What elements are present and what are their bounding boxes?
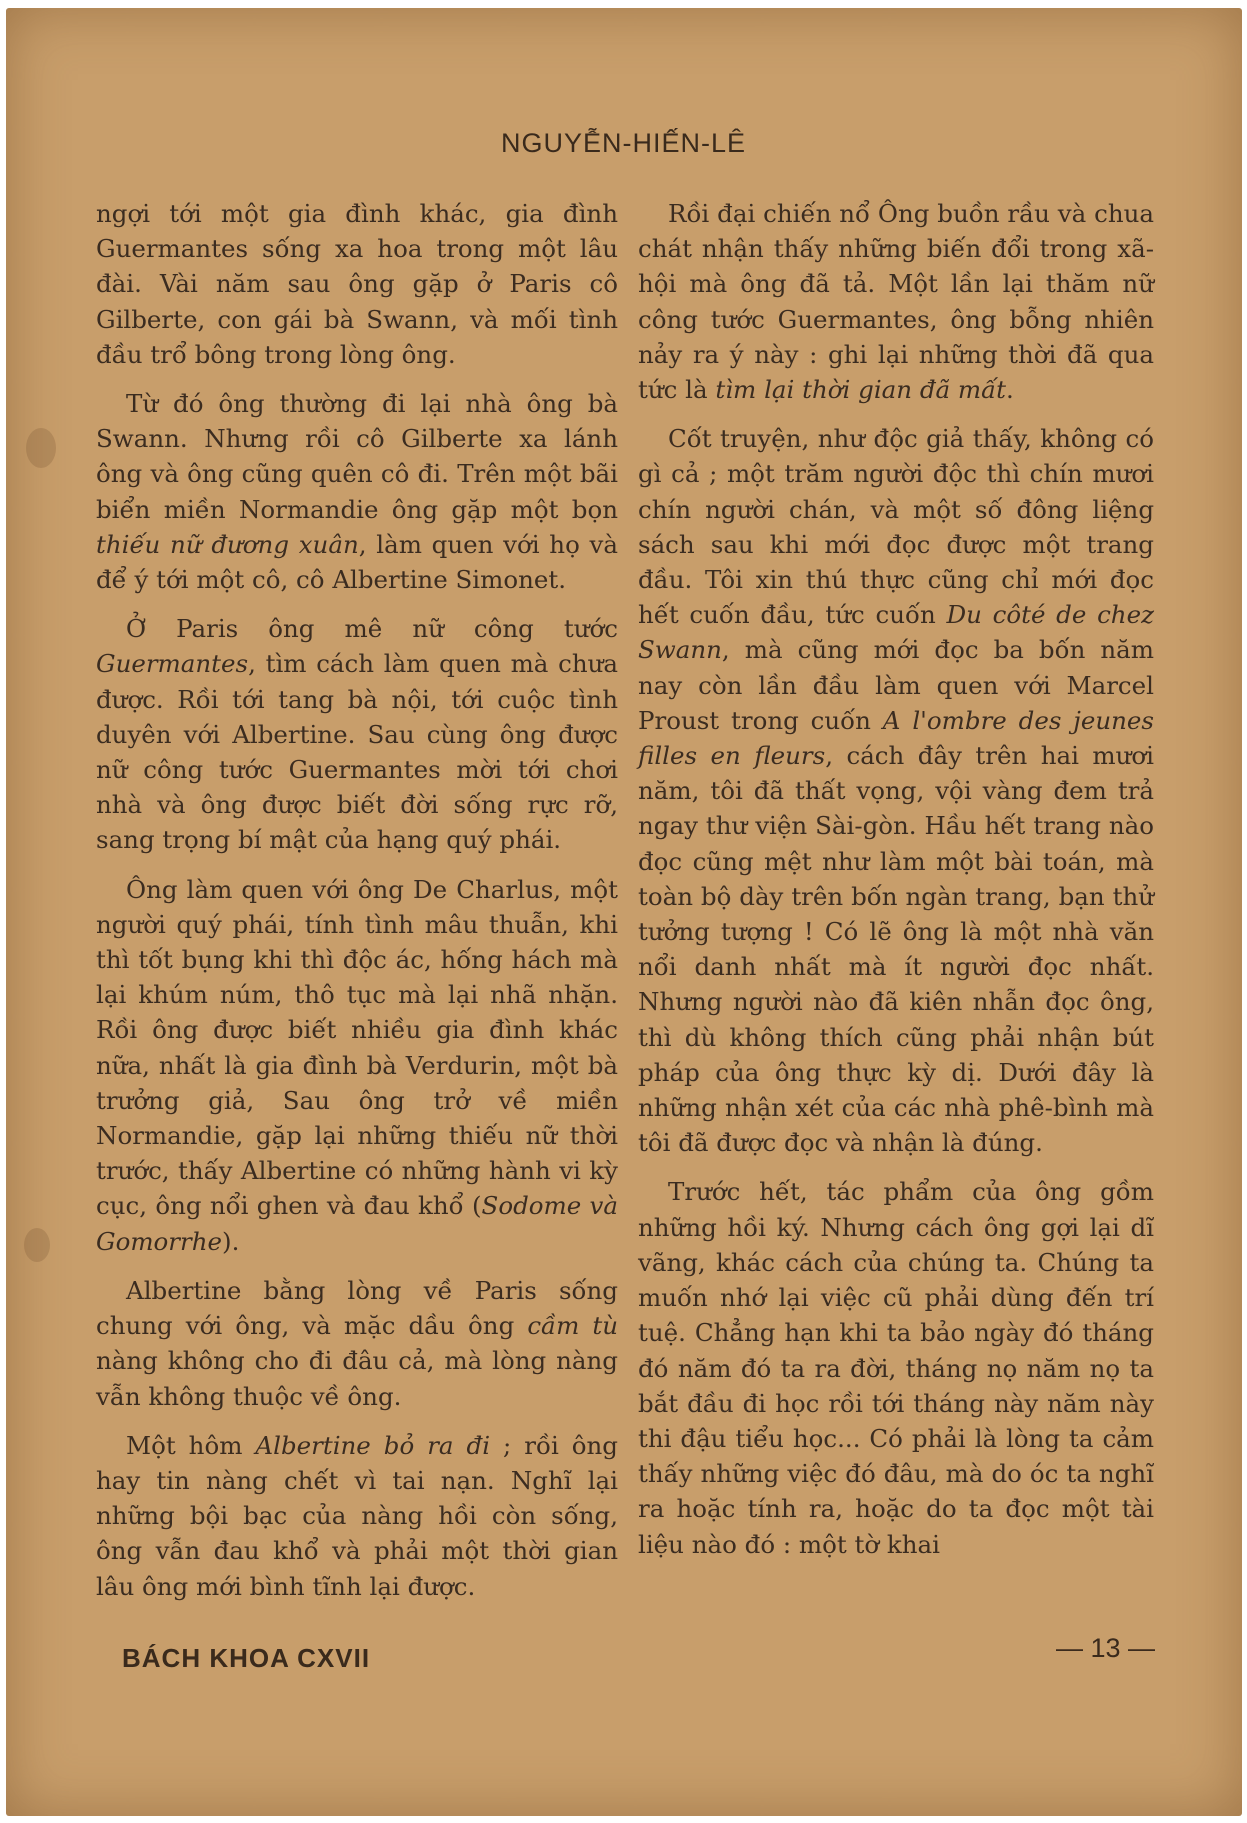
italic-title: tìm lại thời gian đã mất	[715, 375, 1007, 405]
text-run: ; rồi ông hay tin nàng chết vì tai nạn. Nghĩ lại những bội bạc của nàng hồi còn sống, ông vẫn đau khổ và phải một thời gian lâu ông mới bình tĩnh lại được.	[96, 1430, 618, 1601]
text-run: , mà cũng mới đọc ba bốn năm nay còn lần đầu làm quen với Marcel Proust trong cuốn	[638, 635, 1154, 735]
italic-title: A l'ombre des jeunes filles en fleurs	[638, 705, 1154, 771]
paragraph	[96, 1428, 618, 1604]
paragraph	[638, 196, 1154, 407]
italic-title: cầm tù	[527, 1311, 618, 1341]
text-run: , cách đây trên hai mươi năm, tôi đã thất vọng, vội vàng đem trả ngay thư viện Sài-gòn. Hầu hết trang nào đọc cũng mệt như làm một bài toán, mà toàn bộ dày trên bốn ngàn trang, bạn thử tưởng tượng ! Có lẽ ông là một nhà văn nổi danh nhất mà ít người đọc nhất. Nhưng người nào đã kiên nhẫn đọc ông, thì dù không thích cũng phải nhận bút pháp của ông thực kỳ dị. Dưới đây là những nhận xét của các nhà phê-bình mà tôi đã được đọc và nhận là đúng.	[638, 741, 1154, 1158]
paragraph	[96, 1273, 618, 1414]
text-run: Từ đó ông thường đi lại nhà ông bà Swann. Nhưng rồi cô Gilberte xa lánh ông và ông cũng quên cô đi. Trên một bãi biển miền Normandie ông gặp một bọn	[96, 389, 618, 524]
page-number: — 13 —	[1056, 1633, 1156, 1663]
text-run: Cốt truyện, như độc giả thấy, không có gì cả ; một trăm người độc thì chín mươi chín người chán, và một số đông liệng sách sau khi mới đọc được một trang đầu. Tôi xin thú thực cũng chỉ mới đọc hết cuốn đầu, tức cuốn	[638, 424, 1154, 630]
italic-title: Albertine bỏ ra đi	[255, 1430, 491, 1460]
paragraph	[96, 386, 618, 597]
text-run: , tìm cách làm quen mà chưa được. Rồi tới tang bà nội, tới cuộc tình duyên với Albertine. Sau cùng ông được nữ công tước Guermantes mời tới chơi nhà và ông được biết đời sống rực rỡ, sang trọng bí mật của hạng quý phái.	[96, 649, 618, 855]
text-run: Trước hết, tác phẩm của ông gồm những hồi ký. Nhưng cách ông gợi lại dĩ vãng, khác cách của chúng ta. Chúng ta muốn nhớ lại việc cũ phải dùng đến trí tuệ. Chẳng hạn khi ta bảo ngày đó tháng đó năm đó ta ra đời, tháng nọ năm nọ ta bắt đầu đi học rồi tới tháng này năm này thi đậu tiểu học... Có phải là lòng ta cảm thấy những việc đó đâu, mà do óc ta nghĩ ra hoặc tính ra, hoặc do ta đọc một tài liệu nào đó : một tờ khai	[638, 1177, 1154, 1559]
paper-stain	[24, 1228, 50, 1262]
text-run: Ở Paris ông mê nữ công tước	[126, 614, 618, 644]
text-run: Albertine bằng lòng về Paris sống chung với ông, và mặc dầu ông	[96, 1275, 618, 1341]
italic-title: Guermantes	[96, 649, 249, 679]
italic-title: Sodome và Gomorrhe	[96, 1191, 619, 1256]
paper-stain	[26, 428, 56, 468]
italic-title: Du côté de chez Swann	[638, 600, 1154, 665]
text-run: Một hôm	[126, 1430, 256, 1460]
text-run: Rồi đại chiến nổ Ông buồn rầu và chua chát nhận thấy những biến đổi trong xã-hội mà ông đã tả. Một lần lại thăm nữ công tước Guermantes, ông bỗng nhiên nảy ra ý này : ghi lại những thời đã qua tức là	[638, 199, 1154, 405]
paragraph	[96, 611, 618, 857]
right-column	[638, 196, 1154, 1576]
text-run: .	[1006, 375, 1014, 405]
text-run: ngợi tới một gia đình khác, gia đình Guermantes sống xa hoa trong một lâu đài. Vài năm sau ông gặp ở Paris cô Gilberte, con gái bà Swann, và mối tình đầu trổ bông trong lòng ông.	[96, 199, 618, 369]
running-header-author: NGUYỄN-HIẾN-LÊ	[500, 128, 747, 158]
footer-magazine-title: BÁCH KHOA CXVII	[122, 1643, 371, 1673]
paragraph	[96, 196, 618, 372]
italic-title: thiếu nữ đương xuân	[96, 529, 359, 559]
paragraph	[638, 1174, 1154, 1561]
paragraph	[96, 872, 618, 1259]
text-run: Ông làm quen với ông De Charlus, một người quý phái, tính tình mâu thuẫn, khi thì tốt bụng khi thì độc ác, hống hách mà lại khúm núm, thô tục mà lại nhã nhặn. Rồi ông được biết nhiều gia đình khác nữa, nhất là gia đình bà Verdurin, một bà trưởng giả, Sau ông trở về miền Normandie, gặp lại những thiếu nữ thời trước, thấy Albertine có những hành vi kỳ cục, ông nổi ghen và đau khổ (	[96, 874, 618, 1221]
text-run: , làm quen với họ và để ý tới một cô, cô Albertine Simonet.	[96, 529, 618, 595]
text-run: nàng không cho đi đâu cả, mà lòng nàng vẫn không thuộc về ông.	[96, 1346, 618, 1411]
left-column	[96, 196, 618, 1618]
paragraph	[638, 421, 1154, 1160]
text-run: ).	[222, 1226, 240, 1256]
